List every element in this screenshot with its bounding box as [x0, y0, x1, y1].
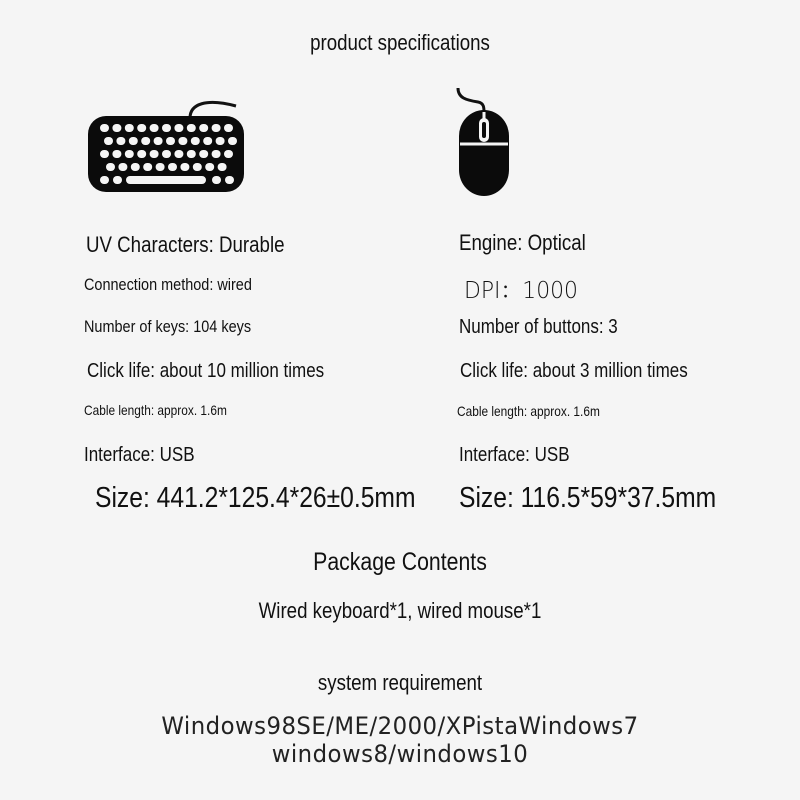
- package-contents-text: Wired keyboard*1, wired mouse*1: [258, 598, 542, 623]
- system-requirement-title: system requirement: [317, 670, 483, 695]
- page-title: product specifications: [310, 30, 490, 55]
- keyboard-icon: [86, 94, 248, 194]
- mouse-cable-length: Cable length: approx. 1.6m: [457, 403, 600, 419]
- keyboard-uv-characters: UV Characters: Durable: [86, 232, 285, 257]
- keyboard-interface: Interface: USB: [84, 444, 195, 466]
- keyboard-cable-length: Cable length: approx. 1.6m: [84, 402, 227, 418]
- os-list-line-1: Windows98SE/ME/2000/XPistaWindows7: [161, 712, 639, 740]
- mouse-buttons: Number of buttons: 3: [459, 316, 618, 338]
- os-list-line-2: windows8/windows10: [271, 740, 529, 768]
- keyboard-click-life: Click life: about 10 million times: [87, 360, 325, 382]
- mouse-dpi: DPI：1000: [463, 278, 578, 304]
- mouse-engine: Engine: Optical: [459, 230, 586, 255]
- mouse-click-life: Click life: about 3 million times: [460, 360, 688, 382]
- mouse-size: Size: 116.5*59*37.5mm: [459, 482, 717, 514]
- mouse-icon: [454, 84, 514, 200]
- mouse-interface: Interface: USB: [459, 444, 570, 466]
- package-contents-title: Package Contents: [313, 548, 487, 576]
- keyboard-connection: Connection method: wired: [84, 275, 252, 294]
- keyboard-keys: Number of keys: 104 keys: [84, 317, 252, 336]
- keyboard-size: Size: 441.2*125.4*26±0.5mm: [95, 482, 416, 514]
